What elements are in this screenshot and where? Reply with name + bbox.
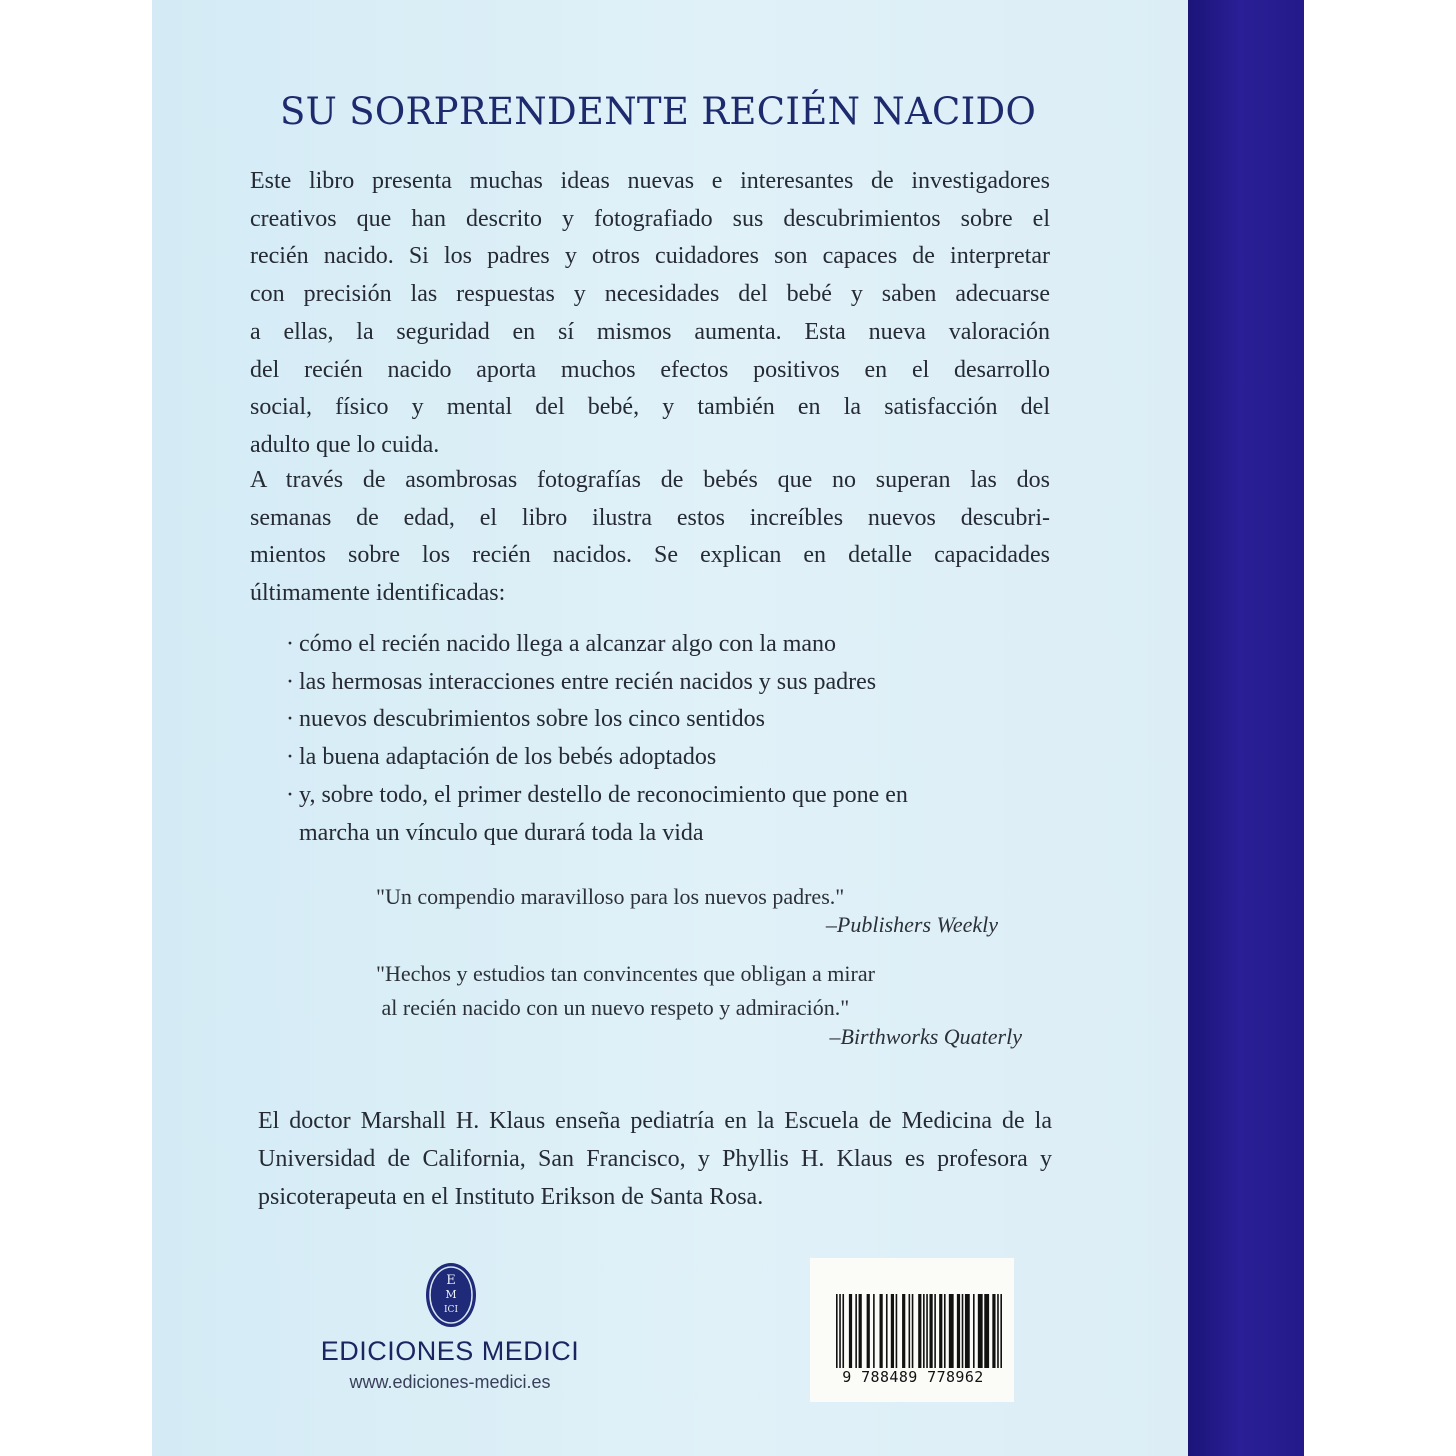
barcode-bar bbox=[944, 1294, 946, 1368]
barcode-bar bbox=[886, 1294, 888, 1368]
barcode-bar bbox=[934, 1294, 936, 1368]
barcode-bar bbox=[957, 1294, 960, 1368]
review-attribution-1: –Publishers Weekly bbox=[825, 912, 998, 937]
description-paragraph-1 bbox=[250, 163, 1050, 465]
barcode-icon bbox=[836, 1294, 1002, 1368]
barcode-bar bbox=[902, 1294, 905, 1368]
paragraph-line: del recién nacido aporta muchos efectos positivos en el desarrollo bbox=[250, 356, 1050, 383]
bio-line: El doctor Marshall H. Klaus enseña pediatría en la Escuela de Medicina de la bbox=[258, 1108, 1052, 1134]
publisher-website[interactable]: www.ediciones-medici.es bbox=[349, 1372, 551, 1392]
quote-line: al recién nacido con un nuevo respeto y admiración." bbox=[381, 995, 850, 1020]
list-item bbox=[286, 664, 1046, 702]
list-item-text: cómo el recién nacido llega a alcanzar algo con la mano bbox=[299, 631, 837, 657]
bullet-icon: · bbox=[286, 631, 294, 657]
barcode-bar bbox=[880, 1294, 883, 1368]
list-item bbox=[286, 626, 1046, 664]
barcode-bar bbox=[842, 1294, 844, 1368]
barcode-bar bbox=[891, 1294, 894, 1368]
bullet-icon: · bbox=[286, 706, 294, 733]
publisher-logo-icon bbox=[425, 1262, 477, 1328]
list-item bbox=[286, 701, 1046, 739]
paragraph-line: mientos sobre los recién nacidos. Se explican en detalle capacidades bbox=[250, 542, 1050, 569]
barcode-bar bbox=[855, 1294, 857, 1368]
list-item bbox=[286, 777, 1046, 852]
list-item-text: nuevos descubrimientos sobre los cinco sentidos bbox=[299, 706, 765, 733]
barcode-bar bbox=[997, 1294, 999, 1368]
barcode-bar bbox=[849, 1294, 852, 1368]
paragraph-line: últimamente identificadas: bbox=[250, 580, 506, 607]
barcode-bar bbox=[978, 1294, 983, 1368]
isbn-number: 9 788489 778962 bbox=[842, 1368, 984, 1386]
paragraph-line: con precisión las respuestas y necesidades del bebé y saben adecuarse bbox=[250, 281, 1050, 308]
bullet-icon: · bbox=[286, 781, 294, 808]
quote-line: "Hechos y estudios tan convincentes que obligan a mirar bbox=[376, 961, 875, 986]
paragraph-line: A través de asombrosas fotografías de bebés que no superan las dos bbox=[250, 467, 1050, 493]
review-quote-2 bbox=[376, 957, 875, 1025]
paragraph-line: a ellas, la seguridad en sí mismos aumenta. Esta nueva valoración bbox=[250, 318, 1050, 345]
list-item-text: la buena adaptación de los bebés adoptados bbox=[299, 744, 717, 771]
barcode-bar bbox=[929, 1294, 932, 1368]
quote-line: "Un compendio maravilloso para los nuevos padres." bbox=[376, 884, 845, 909]
barcode-bar bbox=[909, 1294, 911, 1368]
book-spine bbox=[1188, 0, 1304, 1456]
barcode-bar bbox=[949, 1294, 954, 1368]
paragraph-line: recién nacido. Si los padres y otros cuidadores son capaces de interpretar bbox=[250, 243, 1050, 270]
barcode-bar bbox=[984, 1294, 989, 1368]
list-item-text: las hermosas interacciones entre recién nacidos y sus padres bbox=[299, 668, 877, 695]
svg-text:E: E bbox=[446, 1273, 456, 1288]
barcode-bar bbox=[992, 1294, 995, 1368]
review-attribution-2: –Birthworks Quaterly bbox=[829, 1024, 1022, 1049]
barcode-bar bbox=[836, 1294, 838, 1368]
publisher-name: EDICIONES MEDICI bbox=[320, 1336, 580, 1366]
list-item-text: marcha un vínculo que durará toda la vida bbox=[299, 819, 704, 846]
paragraph-line: Este libro presenta muchas ideas nuevas e interesantes de investigadores bbox=[250, 168, 1050, 194]
barcode-bar bbox=[923, 1294, 925, 1368]
description-paragraph-2 bbox=[250, 462, 1050, 613]
barcode-area bbox=[810, 1258, 1014, 1402]
bullet-icon: · bbox=[286, 744, 294, 771]
barcode-bar bbox=[965, 1294, 970, 1368]
bio-line: Universidad de California, San Francisco, y Phyllis H. Klaus es profesora y bbox=[258, 1146, 1052, 1172]
barcode-bar bbox=[867, 1294, 870, 1368]
bio-line: psicoterapeuta en el Instituto Erikson de Santa Rosa. bbox=[258, 1184, 764, 1210]
svg-text:ICI: ICI bbox=[444, 1305, 458, 1315]
barcode-bar bbox=[1000, 1294, 1002, 1368]
barcode-bar bbox=[912, 1294, 914, 1368]
barcode-bar bbox=[973, 1294, 975, 1368]
capabilities-list bbox=[286, 626, 1046, 852]
authors-bio bbox=[258, 1102, 1052, 1216]
barcode-bar bbox=[873, 1294, 875, 1368]
list-item bbox=[286, 739, 1046, 777]
barcode-bar bbox=[926, 1294, 928, 1368]
barcode-bar bbox=[962, 1294, 964, 1368]
paragraph-line: adulto que lo cuida. bbox=[250, 431, 440, 458]
paragraph-line: social, físico y mental del bebé, y también en la satisfacción del bbox=[250, 394, 1050, 421]
paragraph-line: creativos que han descrito y fotografiado sus descubrimientos sobre el bbox=[250, 205, 1050, 232]
svg-text:M: M bbox=[445, 1288, 457, 1301]
barcode-bar bbox=[896, 1294, 898, 1368]
barcode-bar bbox=[839, 1294, 841, 1368]
barcode-bar bbox=[939, 1294, 942, 1368]
bullet-icon: · bbox=[286, 668, 294, 695]
list-item-text: y, sobre todo, el primer destello de reconocimiento que pone en bbox=[299, 781, 908, 808]
barcode-bar bbox=[918, 1294, 921, 1368]
review-quote-1 bbox=[376, 880, 844, 914]
book-title: SU SORPRENDENTE RECIÉN NACIDO bbox=[280, 90, 1037, 133]
barcode-bar bbox=[859, 1294, 862, 1368]
paragraph-line: semanas de edad, el libro ilustra estos increíbles nuevos descubri- bbox=[250, 504, 1050, 531]
